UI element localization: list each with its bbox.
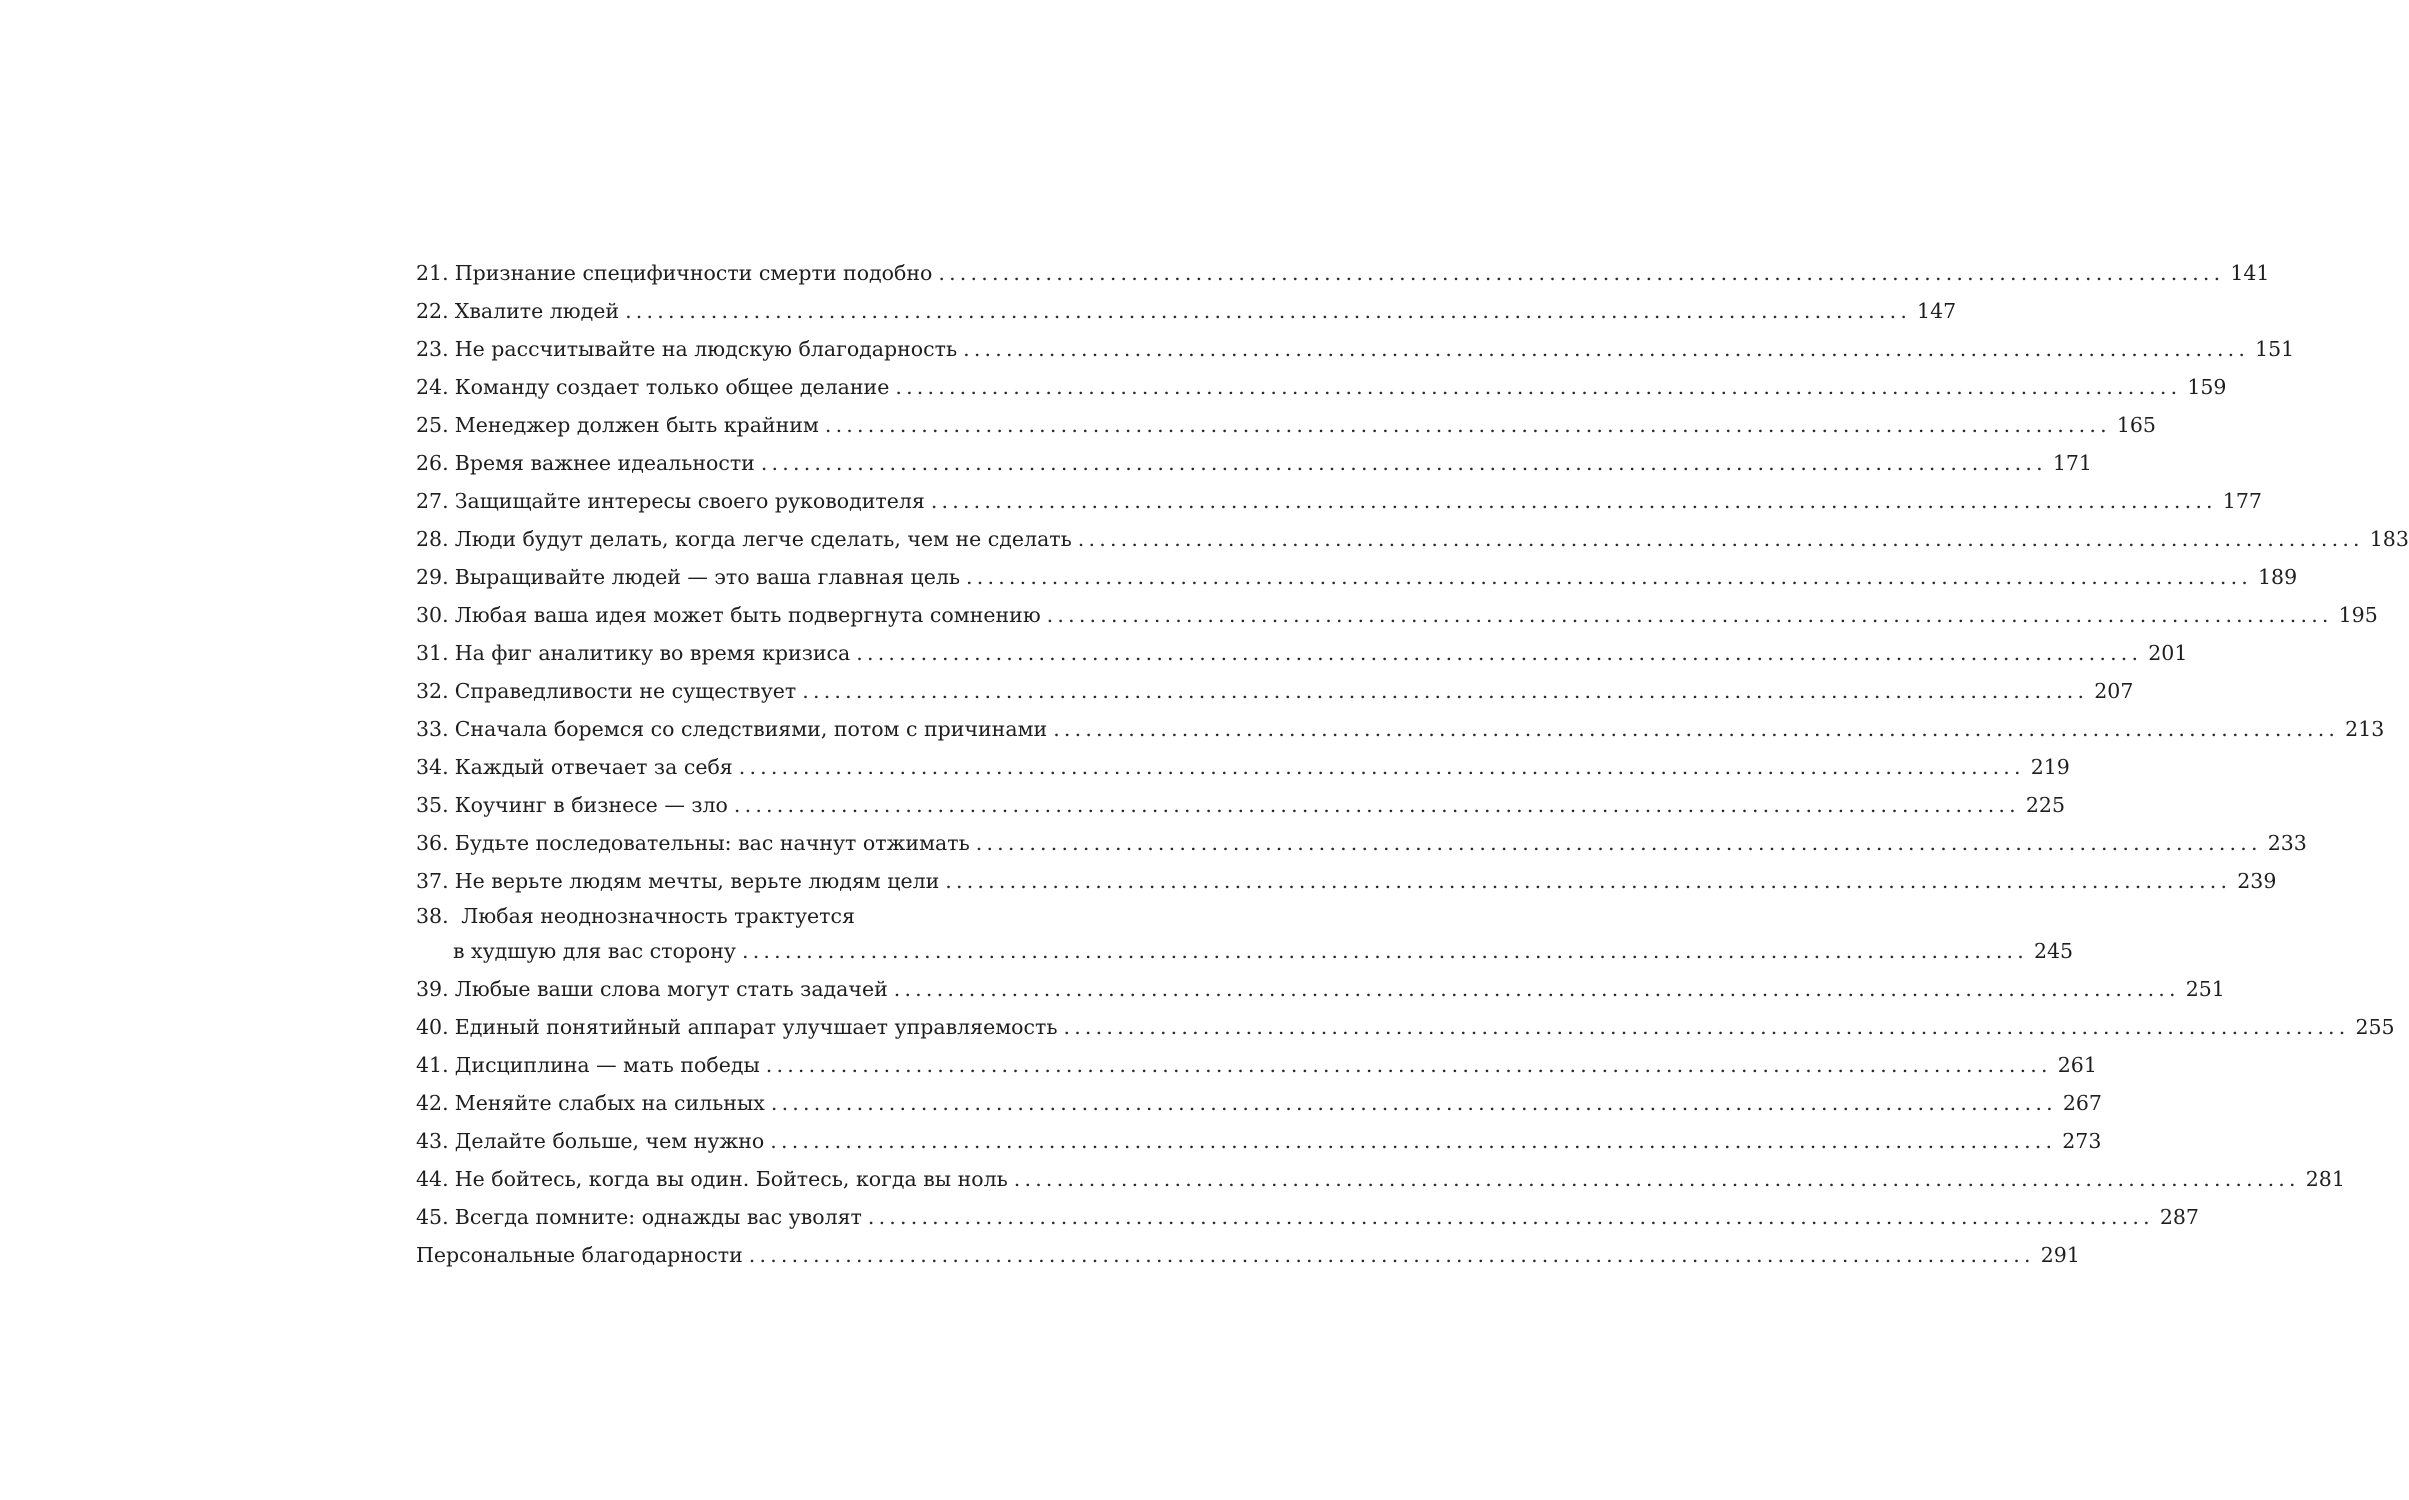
dot-leader: ........................................................................................................................ (1053, 717, 2340, 741)
dot-leader: ........................................................................................................................ (930, 489, 2217, 513)
toc-entry-number: 23. (416, 337, 449, 361)
toc-entry-45 (416, 1198, 2199, 1236)
toc-entry-title: Каждый отвечает за себя (454, 755, 733, 779)
toc-entry-number: 44. (416, 1167, 449, 1191)
toc-entry-number: 29. (416, 565, 449, 589)
toc-entry-page: 207 (2094, 679, 2134, 703)
toc-entry-page: 261 (2057, 1053, 2097, 1077)
toc-entry-page: 141 (2230, 261, 2270, 285)
toc-entry-page: 189 (2258, 565, 2298, 589)
toc-entry-page: 291 (2040, 1243, 2080, 1267)
dot-leader: ........................................................................................................................ (770, 1129, 2057, 1153)
toc-entry-number: 37. (416, 869, 449, 893)
toc-entry-title: Любая неоднозначность трактуется (461, 904, 855, 928)
dot-leader: ........................................................................................................................ (733, 793, 2020, 817)
toc-entry-title: Люди будут делать, когда легче сделать, чем не сделать (454, 527, 1072, 551)
toc-entry-number: 33. (416, 717, 449, 741)
toc-entry-28 (416, 520, 2409, 558)
toc-entry-title: Коучинг в бизнесе — зло (454, 793, 728, 817)
toc-entry-title: Выращивайте людей — это ваша главная цель (454, 565, 961, 589)
dot-leader: ........................................................................................................................ (760, 451, 2047, 475)
toc-entry-title: Дисциплина — мать победы (454, 1053, 760, 1077)
toc-entry-title: Не бойтесь, когда вы один. Бойтесь, когда вы ноль (454, 1167, 1008, 1191)
toc-entry-page: 151 (2255, 337, 2295, 361)
toc-entry-page: 245 (2033, 939, 2074, 963)
toc-entry-number: 27. (416, 489, 449, 513)
dot-leader: ........................................................................................................................ (867, 1205, 2154, 1229)
toc-entry-page: 195 (2338, 603, 2378, 627)
toc-entry-23 (416, 330, 2295, 368)
toc-entry-title: Время важнее идеальности (454, 451, 755, 475)
toc-entry-page: 171 (2052, 451, 2092, 475)
toc-entry-title: Любые ваши слова могут стать задачей (454, 977, 888, 1001)
toc-entry-number: 38. (416, 904, 449, 928)
toc-entry-page: 225 (2025, 793, 2065, 817)
dot-leader: ........................................................................................................................ (856, 641, 2143, 665)
dot-leader: ........................................................................................................................ (945, 869, 2232, 893)
dot-leader: ........................................................................................................................ (1013, 1167, 2300, 1191)
toc-entry-22 (416, 292, 1957, 330)
toc-entry-title: Делайте больше, чем нужно (454, 1129, 765, 1153)
toc-entry-title: Сначала боремся со следствиями, потом с причинами (454, 717, 1048, 741)
dot-leader: ........................................................................................................................ (765, 1053, 2052, 1077)
toc-entry-number: 24. (416, 375, 449, 399)
dot-leader: ........................................................................................................................ (893, 977, 2180, 1001)
toc-entry-number: 26. (416, 451, 449, 475)
toc-entry-title: Меняйте слабых на сильных (454, 1091, 765, 1115)
toc-entry-number: 40. (416, 1015, 449, 1039)
toc-entry-44 (416, 1160, 2345, 1198)
toc-entry-42 (416, 1084, 2102, 1122)
toc-entry-page: 147 (1917, 299, 1957, 323)
dot-leader: ........................................................................................................................ (738, 755, 2025, 779)
toc-entry-39 (416, 970, 2225, 1008)
toc-entry-page: 287 (2159, 1205, 2199, 1229)
dot-leader: ........................................................................................................................ (802, 679, 2089, 703)
dot-leader: ........................................................................................................................ (938, 261, 2225, 285)
toc-entry-page: 177 (2222, 489, 2262, 513)
toc-entry-title: Не рассчитывайте на людскую благодарность (454, 337, 958, 361)
toc-entry-title: Справедливости не существует (454, 679, 797, 703)
toc-entry-page: 213 (2345, 717, 2385, 741)
toc-entry-title: Команду создает только общее делание (454, 375, 890, 399)
toc-entry-title: Защищайте интересы своего руководителя (454, 489, 925, 513)
toc-entry-40 (416, 1008, 2395, 1046)
toc-entry-number: 25. (416, 413, 449, 437)
toc-entry-page: 273 (2062, 1129, 2102, 1153)
toc-entry-24 (416, 368, 2227, 406)
toc-entry-32 (416, 672, 2134, 710)
toc-entry-page: 267 (2062, 1091, 2102, 1115)
toc-entry-number: 41. (416, 1053, 449, 1077)
toc-entry-34 (416, 748, 2070, 786)
toc-entry-number: 36. (416, 831, 449, 855)
toc-entry-43 (416, 1122, 2102, 1160)
toc-entry-number: 34. (416, 755, 449, 779)
toc-entry-title: Будьте последовательны: вас начнут отжимать (454, 831, 970, 855)
toc-entry-title-continuation: в худшую для вас сторону (453, 939, 736, 963)
toc-entry-35 (416, 786, 2065, 824)
dot-leader: ........................................................................................................................ (895, 375, 2182, 399)
toc-entry-number: 43. (416, 1129, 449, 1153)
table-of-contents (416, 254, 2409, 1274)
toc-entry-26 (416, 444, 2092, 482)
toc-entry-27 (416, 482, 2262, 520)
toc-entry-number: 31. (416, 641, 449, 665)
dot-leader: ........................................................................................................................ (625, 299, 1912, 323)
toc-entry-25 (416, 406, 2156, 444)
toc-entry-page: 183 (2369, 527, 2409, 551)
toc-entry-title: Хвалите людей (454, 299, 620, 323)
toc-entry-title: Любая ваша идея может быть подвергнута сомнению (454, 603, 1041, 627)
toc-entry-page: 201 (2148, 641, 2188, 665)
toc-entry-29 (416, 558, 2298, 596)
toc-entry-page: 255 (2355, 1015, 2395, 1039)
dot-leader: ........................................................................................................................ (742, 939, 2028, 963)
toc-entry-page: 219 (2030, 755, 2070, 779)
toc-entry-37 (416, 862, 2277, 900)
dot-leader: ........................................................................................................................ (1077, 527, 2364, 551)
toc-entry-title: Всегда помните: однажды вас уволят (454, 1205, 862, 1229)
toc-entry-page: 281 (2305, 1167, 2345, 1191)
toc-entry-number: 35. (416, 793, 449, 817)
dot-leader: ........................................................................................................................ (748, 1243, 2035, 1267)
toc-entry-number: 30. (416, 603, 449, 627)
toc-entry-page: 159 (2187, 375, 2227, 399)
toc-entry-title: Менеджер должен быть крайним (454, 413, 819, 437)
dot-leader: ........................................................................................................................ (963, 337, 2250, 361)
toc-entry-30 (416, 596, 2378, 634)
toc-entry-number: 39. (416, 977, 449, 1001)
dot-leader: ........................................................................................................................ (824, 413, 2111, 437)
toc-entry-title: Не верьте людям мечты, верьте людям цели (454, 869, 940, 893)
dot-leader: ........................................................................................................................ (966, 565, 2253, 589)
toc-entry-21 (416, 254, 2270, 292)
toc-entry-33 (416, 710, 2385, 748)
toc-entry-title: Единый понятийный аппарат улучшает управляемость (454, 1015, 1058, 1039)
toc-entry-number: 45. (416, 1205, 449, 1229)
toc-entry-acknowledgements (416, 1236, 2080, 1274)
toc-entry-36 (416, 824, 2307, 862)
dot-leader: ........................................................................................................................ (1063, 1015, 2350, 1039)
toc-entry-number: 21. (416, 261, 449, 285)
toc-entry-page: 239 (2237, 869, 2277, 893)
dot-leader: ........................................................................................................................ (770, 1091, 2057, 1115)
dot-leader: ........................................................................................................................ (1046, 603, 2333, 627)
toc-entry-number: 28. (416, 527, 449, 551)
toc-entry-number: 22. (416, 299, 449, 323)
toc-entry-41 (416, 1046, 2097, 1084)
toc-entry-title: На фиг аналитику во время кризиса (454, 641, 851, 665)
dot-leader: ........................................................................................................................ (975, 831, 2262, 855)
toc-entry-number: 32. (416, 679, 449, 703)
toc-entry-page: 251 (2185, 977, 2225, 1001)
toc-entry-38 (416, 900, 2074, 970)
toc-entry-31 (416, 634, 2188, 672)
toc-entry-number: 42. (416, 1091, 449, 1115)
toc-entry-title: Признание специфичности смерти подобно (454, 261, 933, 285)
toc-entry-title: Персональные благодарности (416, 1243, 743, 1267)
toc-entry-page: 165 (2116, 413, 2156, 437)
toc-entry-page: 233 (2267, 831, 2307, 855)
